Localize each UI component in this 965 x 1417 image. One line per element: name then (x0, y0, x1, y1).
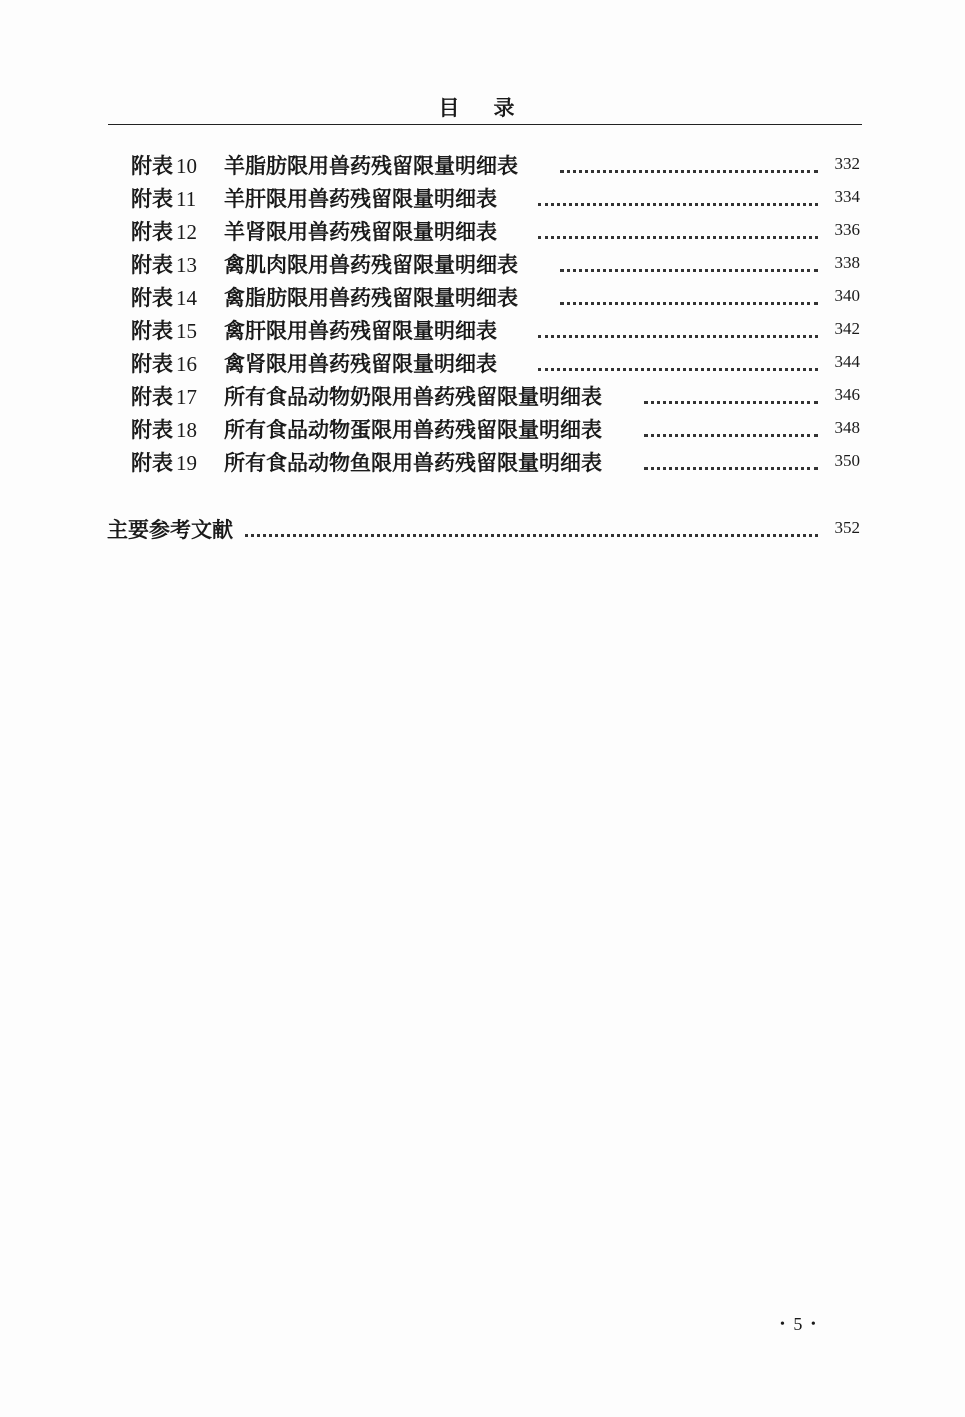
toc-entry-label (131, 381, 197, 411)
toc-entry-page: 350 (834, 451, 860, 470)
toc-entry-prefix: 附表 (131, 385, 173, 409)
toc-entry-number: 11 (176, 187, 197, 211)
toc-entry-page: 348 (834, 418, 860, 437)
toc-entry-prefix: 附表 (131, 319, 173, 343)
toc-entry-leader (538, 228, 818, 239)
page-folio (780, 1314, 818, 1335)
toc-entry-number: 17 (176, 385, 197, 409)
toc-entry-prefix: 附表 (131, 253, 173, 277)
toc-entry-title: 禽肝限用兽药残留限量明细表 (224, 319, 497, 343)
toc-entry-number: 14 (176, 286, 197, 310)
toc-entry (0, 447, 965, 479)
toc-entry-page: 346 (834, 385, 860, 404)
toc-entry (0, 315, 965, 347)
toc-entry-number: 15 (176, 319, 197, 343)
header-rule (108, 124, 862, 125)
toc-entry-title: 禽肌肉限用兽药残留限量明细表 (224, 253, 518, 277)
toc-entry-leader (644, 426, 818, 437)
toc-entry (0, 150, 965, 182)
toc-entry-number: 18 (176, 418, 197, 442)
toc-entry-number: 16 (176, 352, 197, 376)
toc-entry-label (131, 216, 197, 246)
toc-entry-label (131, 249, 197, 279)
toc-entry-label (131, 414, 197, 444)
toc-entry-prefix: 附表 (131, 451, 173, 475)
toc-entry-title: 羊脂肪限用兽药残留限量明细表 (224, 154, 518, 178)
toc-entry-title: 禽脂肪限用兽药残留限量明细表 (224, 286, 518, 310)
toc-entry (0, 381, 965, 413)
toc-entry-label (131, 315, 197, 345)
toc-entry-label (131, 348, 197, 378)
toc-references-title: 主要参考文献 (107, 518, 233, 542)
toc-entry-label (131, 282, 197, 312)
toc-entry (0, 282, 965, 314)
folio-dot-right: • (810, 1317, 818, 1332)
toc-entry-number: 10 (176, 154, 197, 178)
toc-references-leader (245, 526, 818, 537)
toc-entry-number: 12 (176, 220, 197, 244)
toc-references-entry (0, 514, 965, 546)
toc-entry-page: 336 (834, 220, 860, 239)
toc-entry-title: 禽肾限用兽药残留限量明细表 (224, 352, 497, 376)
toc-entry (0, 216, 965, 248)
folio-page-number: 5 (793, 1314, 805, 1334)
toc-entry-page: 340 (834, 286, 860, 305)
toc-entry-leader (538, 360, 818, 371)
toc-entry-prefix: 附表 (131, 154, 173, 178)
toc-entry-prefix: 附表 (131, 352, 173, 376)
toc-entry-number: 19 (176, 451, 197, 475)
toc-entry-leader (560, 294, 818, 305)
toc-entry-page: 342 (834, 319, 860, 338)
toc-entry-leader (644, 393, 818, 404)
toc-entry (0, 183, 965, 215)
toc-entry-prefix: 附表 (131, 220, 173, 244)
toc-entry-leader (560, 162, 818, 173)
toc-entry-prefix: 附表 (131, 286, 173, 310)
toc-entry-title: 羊肝限用兽药残留限量明细表 (224, 187, 497, 211)
toc-entry-prefix: 附表 (131, 187, 173, 211)
toc-entry-page: 332 (834, 154, 860, 173)
toc-entry-page: 344 (834, 352, 860, 371)
toc-entry-label (131, 183, 196, 213)
toc-entry (0, 414, 965, 446)
toc-entry-title: 所有食品动物鱼限用兽药残留限量明细表 (224, 451, 602, 475)
toc-entry-title: 所有食品动物奶限用兽药残留限量明细表 (224, 385, 602, 409)
toc-entry-leader (538, 195, 818, 206)
toc-entry-prefix: 附表 (131, 418, 173, 442)
running-header-title: 目录 (438, 96, 549, 120)
toc-entry-leader (644, 459, 818, 470)
folio-dot-left: • (780, 1317, 787, 1332)
toc-entry-page: 334 (834, 187, 860, 206)
toc-entry-page: 338 (834, 253, 860, 272)
toc-references-page: 352 (834, 518, 860, 537)
toc-entry (0, 348, 965, 380)
toc-entry-number: 13 (176, 253, 197, 277)
toc-entry (0, 249, 965, 281)
toc-entry-title: 所有食品动物蛋限用兽药残留限量明细表 (224, 418, 602, 442)
toc-entry-label (131, 447, 197, 477)
toc-entry-title: 羊肾限用兽药残留限量明细表 (224, 220, 497, 244)
toc-entry-leader (560, 261, 818, 272)
toc-entry-leader (538, 327, 818, 338)
toc-entry-label (131, 150, 197, 180)
